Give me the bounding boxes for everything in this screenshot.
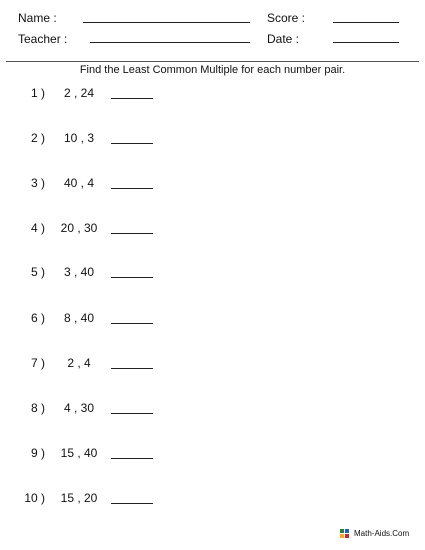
answer-line[interactable] <box>111 458 153 459</box>
logo-square-icon <box>345 534 349 538</box>
problem-number: 3 ) <box>30 176 45 190</box>
number-pair: 3 , 40 <box>63 265 95 279</box>
number-pair: 20 , 30 <box>60 221 98 235</box>
logo-square-icon <box>340 529 344 533</box>
name-label: Name : <box>18 11 57 25</box>
score-field-line[interactable] <box>333 22 399 23</box>
number-pair: 40 , 4 <box>63 176 95 190</box>
problem-row <box>0 86 425 102</box>
answer-line[interactable] <box>111 143 153 144</box>
problem-row <box>0 401 425 417</box>
problem-row <box>0 311 425 327</box>
number-pair: 15 , 40 <box>60 446 98 460</box>
header-divider <box>6 61 419 62</box>
problem-number: 2 ) <box>30 131 45 145</box>
math-aids-logo-icon <box>340 529 350 539</box>
problem-number: 9 ) <box>30 446 45 460</box>
name-field-line[interactable] <box>83 22 250 23</box>
problem-number: 1 ) <box>30 86 45 100</box>
number-pair: 8 , 40 <box>63 311 95 325</box>
answer-line[interactable] <box>111 413 153 414</box>
teacher-label: Teacher : <box>18 32 68 46</box>
answer-line[interactable] <box>111 98 153 99</box>
logo-square-icon <box>340 534 344 538</box>
teacher-field-line[interactable] <box>90 42 250 43</box>
answer-line[interactable] <box>111 368 153 369</box>
logo-square-icon <box>345 529 349 533</box>
answer-line[interactable] <box>111 503 153 504</box>
problem-number: 5 ) <box>30 265 45 279</box>
number-pair: 4 , 30 <box>63 401 95 415</box>
answer-line[interactable] <box>111 233 153 234</box>
number-pair: 10 , 3 <box>63 131 95 145</box>
problem-row <box>0 176 425 192</box>
number-pair: 15 , 20 <box>60 491 98 505</box>
problem-row <box>0 446 425 462</box>
answer-line[interactable] <box>111 323 153 324</box>
number-pair: 2 , 4 <box>67 356 91 370</box>
answer-line[interactable] <box>111 188 153 189</box>
problem-number: 8 ) <box>30 401 45 415</box>
footer-brand-text: Math-Aids.Com <box>354 529 410 538</box>
score-label: Score : <box>267 11 306 25</box>
answer-line[interactable] <box>111 277 153 278</box>
problem-row <box>0 265 425 281</box>
problem-row <box>0 491 425 507</box>
date-label: Date : <box>267 32 300 46</box>
problem-number: 10 ) <box>24 491 45 505</box>
problem-row <box>0 131 425 147</box>
problem-number: 4 ) <box>30 221 45 235</box>
date-field-line[interactable] <box>333 42 399 43</box>
problem-number: 6 ) <box>30 311 45 325</box>
instructions: Find the Least Common Multiple for each number pair. <box>79 64 346 76</box>
problem-row <box>0 356 425 372</box>
problem-row <box>0 221 425 237</box>
problem-number: 7 ) <box>30 356 45 370</box>
number-pair: 2 , 24 <box>63 86 95 100</box>
